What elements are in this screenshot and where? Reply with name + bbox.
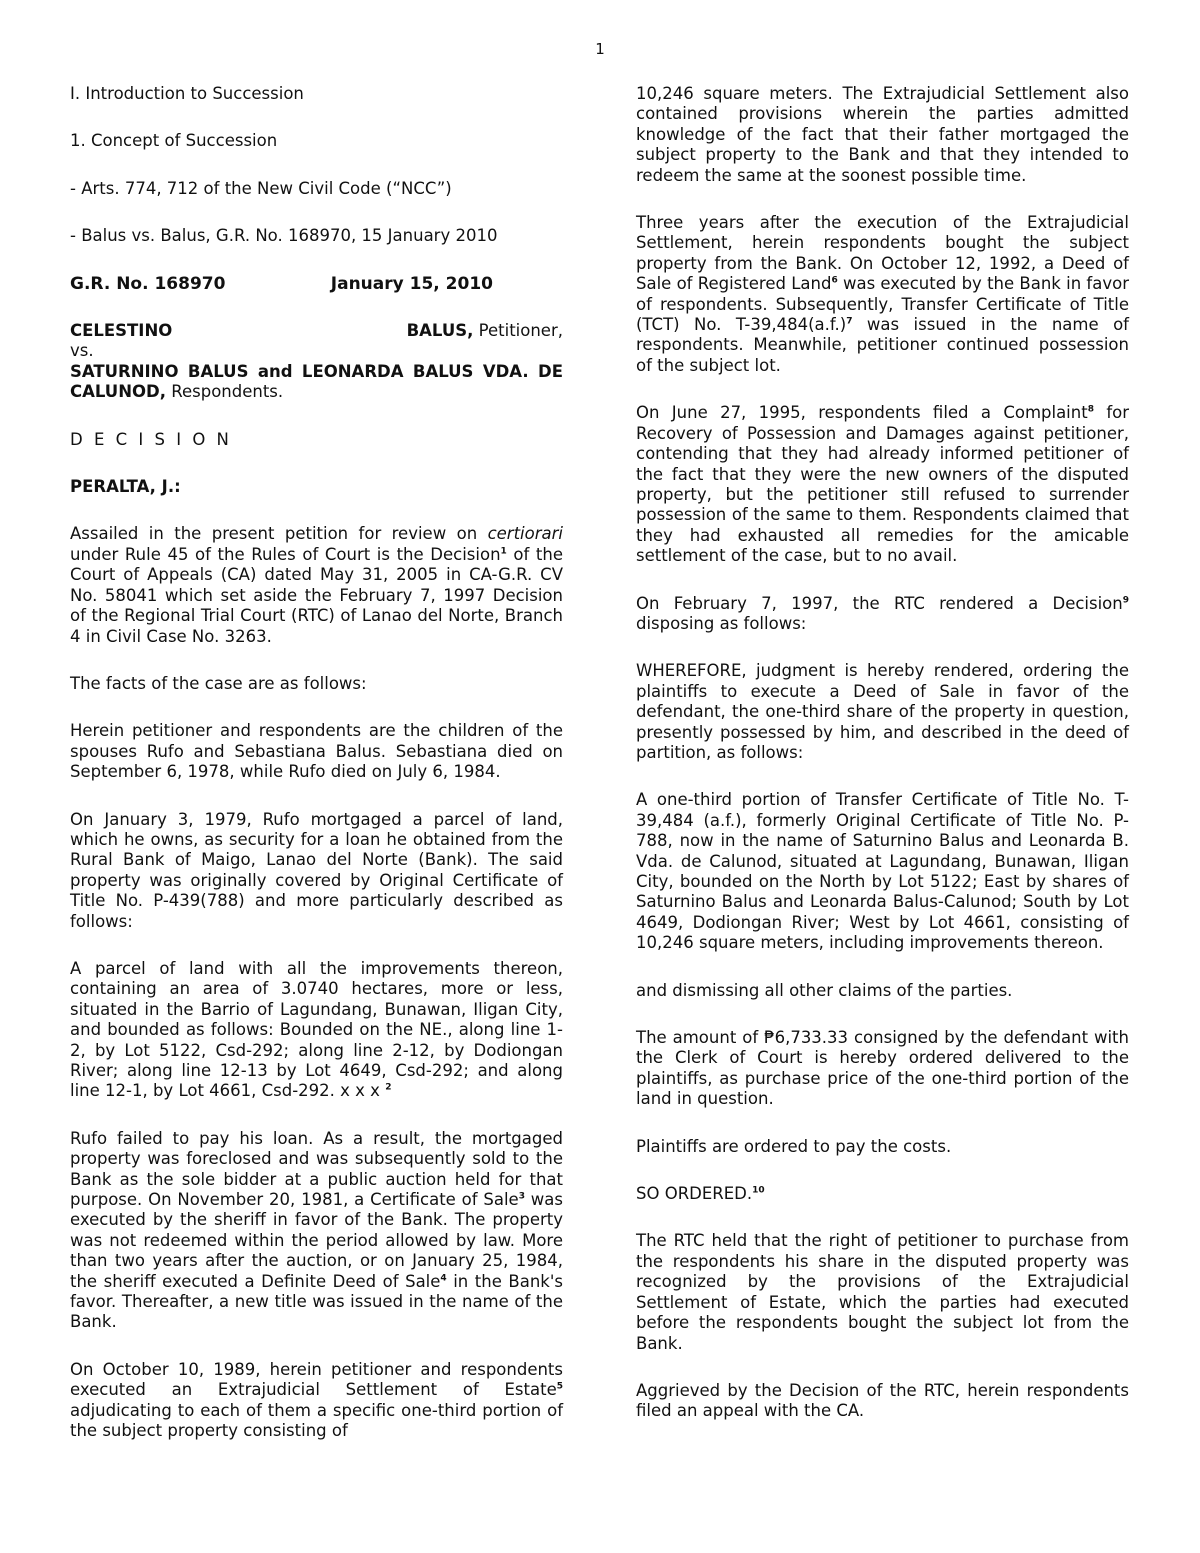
footnote-ref: 6 [831,275,838,286]
footnote-ref: 8 [1087,404,1094,415]
footnote-ref: 4 [440,1273,447,1284]
text-run: was issued in the name of respondents. Meanwhile, petitioner continued possession of the subject lot. [636,315,1129,375]
emphasis-certiorari: certiorari [487,524,563,544]
section-heading-introduction: I. Introduction to Succession [70,84,304,103]
left-column [70,84,563,1442]
paragraph: The amount of ₱6,733.33 consigned by the defendant with the Clerk of Court is hereby ordered delivered to the plaintiffs, as purchase price of the one-third portion of the land in question. [636,1028,1129,1109]
text-run: in the Bank's favor. Thereafter, a new title was issued in the name of the Bank. [70,1271,563,1332]
paragraph [636,403,1129,566]
petitioner-line [70,321,563,341]
paragraph [636,213,1129,376]
paragraph [70,1360,563,1442]
gr-number: G.R. No. 168970 [70,273,226,294]
petitioner-last-name: BALUS, [406,321,474,341]
paragraph [70,1129,563,1333]
so-ordered [636,1184,1129,1204]
footnote-ref: 3 [518,1191,525,1202]
dispositive-paragraph: WHEREFORE, judgment is hereby rendered, ordering the plaintiffs to execute a Deed of Sale in favor of the defendant, the one-third share of the property in question, presently possessed by him, and described in the deed of partition, as follows: [636,661,1129,762]
respondents-names: SATURNINO BALUS and LEONARDA BALUS VDA. DE CALUNOD, [70,361,563,402]
footnote-ref: 10 [752,1185,765,1196]
text-run: disposing as follows: [636,613,807,633]
subsection-heading-concept: 1. Concept of Succession [70,131,278,151]
quoted-description [70,959,563,1102]
text-run: On October 10, 1989, herein petitioner and respondents executed an Extrajudicial Settlement of Estate [70,1359,563,1400]
right-column [636,84,1129,1422]
text-run: On June 27, 1995, respondents filed a Complaint [636,403,1088,423]
footnote-ref: 1 [500,546,507,557]
paragraph: and dismissing all other claims of the parties. [636,980,1013,1000]
text-run: was executed by the Bank in favor of respondents. Subsequently, Transfer Certificate of Title (TCT) No. T-39,484(a.f.) [636,274,1129,335]
petitioner-role: Petitioner, [473,321,563,341]
footnote-ref: 2 [385,1082,392,1093]
petitioner-block [407,321,563,341]
paragraph: 10,246 square meters. The Extrajudicial Settlement also contained provisions wherein the parties admitted knowledge of the fact that their father mortgaged the subject property to the Bank and that they intended to redeem the same at the soonest possible time. [636,84,1129,185]
property-description: A one-third portion of Transfer Certificate of Title No. T-39,484 (a.f.), formerly Original Certificate of Title No. P-788, now in the name of Saturnino Balus and Leonarda B. Vda. de Calunod, situated at Lagundang, Bunawan, Iligan City, bounded on the North by Lot 5122; East by shares of Saturnino Balus and Leonarda Balus-Calunod; South by Lot 4649, Dodiongan River; West by Lot 4661, consisting of 10,246 square meters, including improvements thereon. [636,790,1129,953]
paragraph [636,594,1129,635]
text-run: of the Court of Appeals (CA) dated May 31, 2005 in CA-G.R. CV No. 58041 which set aside the February 7, 1997 Decision of the Regional Trial Court (RTC) of Lanao del Norte, Branch 4 in Civil Case No. 3263. [70,544,563,646]
text-run: was executed by the sheriff in favor of the Bank. The property was not redeemed within the period allowed by law. More than two years after the auction, or on January 25, 1984, the sheriff executed a Definite Deed of Sale [70,1190,563,1291]
paragraph: Herein petitioner and respondents are the children of the spouses Rufo and Sebastiana Balus. Sebastiana died on September 6, 1978, while Rufo died on July 6, 1984. [70,721,563,782]
text-run: On February 7, 1997, the RTC rendered a Decision [636,593,1123,613]
text-run: for Recovery of Possession and Damages against petitioner, contending that they had already informed petitioner of the fact that they were the new owners of the disputed property, but the petitioner still refused to surrender possession of the same to them. Respondents claimed that they had exhausted all remedies for the amicable settlement of the case, but to no avail. [636,403,1130,566]
text-run: Three years after the execution of the Extrajudicial Settlement, herein respondents bought the subject property from the Bank. On October 12, 1992, a Deed of Sale of Registered Land [636,213,1129,294]
paragraph: Plaintiffs are ordered to pay the costs. [636,1136,952,1156]
respondents-line [70,362,563,403]
text-run: under Rule 45 of the Rules of Court is the Decision [70,544,501,564]
paragraph: The facts of the case are as follows: [70,673,367,693]
decision-label: D E C I S I O N [70,429,232,449]
paragraph: On January 3, 1979, Rufo mortgaged a parcel of land, which he owns, as security for a loan he obtained from the Rural Bank of Maigo, Lanao del Norte (Bank). The said property was originally covered by Original Certificate of Title No. P-439(788) and more particularly described as follows: [70,809,563,931]
case-number-row [70,274,563,294]
text-run: adjudicating to each of them a specific one-third portion of the subject property consisting of [70,1400,563,1441]
gr-date: January 15, 2010 [330,273,493,294]
ponente: PERALTA, J.: [70,477,181,497]
text-run: Rufo failed to pay his loan. As a result, the mortgaged property was foreclosed and was subsequently sold to the Bank as the sole bidder at a public auction held for that purpose. On November 20, 1981, a Certificate of Sale [70,1128,563,1210]
page-number: 1 [595,40,605,58]
bullet-articles: - Arts. 774, 712 of the New Civil Code (“NCC”) [70,178,452,198]
paragraph [70,524,563,646]
footnote-ref: 5 [556,1381,563,1392]
paragraph: Aggrieved by the Decision of the RTC, herein respondents filed an appeal with the CA. [636,1380,1129,1421]
versus-label: vs. [70,341,94,361]
respondents-role: Respondents. [166,382,284,402]
text-run: Assailed in the present petition for review on [70,524,488,544]
bullet-case-citation: - Balus vs. Balus, G.R. No. 168970, 15 January 2010 [70,226,498,246]
footnote-ref: 7 [846,316,853,327]
text-run: SO ORDERED. [636,1184,753,1204]
petitioner-first-name: CELESTINO [70,321,173,341]
footnote-ref: 9 [1122,595,1129,606]
text-run: A parcel of land with all the improvements thereon, containing an area of 3.0740 hectares, more or less, situated in the Barrio of Lagundang, Bunawan, Iligan City, and bounded as follows: Bounded on the NE., along line 1-2, by Lot 5122, Csd-292; along line 2-12, by Dodiongan River; along line 12-13 by Lot 4649, Csd-292; and along line 12-1, by Lot 4661, Csd-292. x x x [70,958,563,1101]
paragraph: The RTC held that the right of petitioner to purchase from the respondents his share in the disputed property was recognized by the provisions of the Extrajudicial Settlement of Estate, which the parties had executed before the respondents bought the subject lot from the Bank. [636,1231,1129,1353]
